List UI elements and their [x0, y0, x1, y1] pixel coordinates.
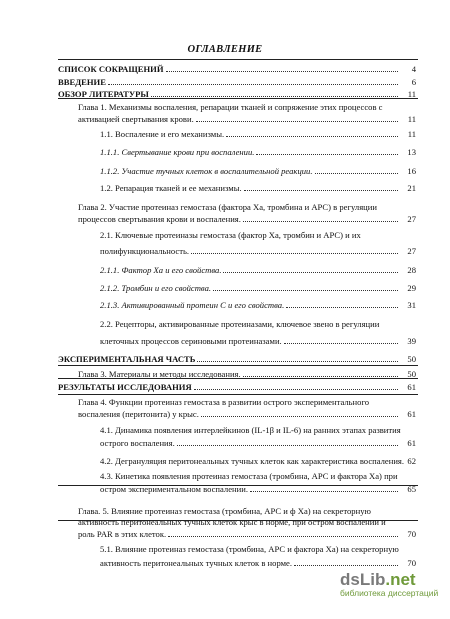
toc-entry-label: Глава 2. Участие протеиназ гемостаза (фактора Ха, тромбина и АРС) в регуляции — [78, 202, 377, 212]
toc-entry-label: СПИСОК СОКРАЩЕНИЙ — [58, 64, 164, 74]
toc-entry-page: 28 — [407, 265, 416, 275]
toc-entry-page: 39 — [407, 336, 416, 346]
toc-entry-label: 1.1. Воспаление и его механизмы. — [100, 129, 225, 139]
toc-entry-label: активацией свертывания крови. — [78, 114, 194, 124]
toc-entry-label: 4.3. Кинетика появления протеиназ гемостаза (тромбина, АРС и фактора Ха) при — [100, 471, 398, 481]
toc-entry-label: полифункциональность. — [100, 246, 190, 256]
leader-dots — [168, 536, 398, 537]
toc-entry-page: 13 — [407, 147, 416, 157]
toc-entry-label: 5.1. Влияние протеиназ гемостаза (тромбина, АРС и фактора Ха) на секреторную — [100, 544, 399, 554]
toc-entry-page: 50 — [407, 354, 416, 364]
rule — [58, 365, 418, 366]
rule — [58, 394, 418, 395]
toc-entry-label: 2.1.1. Фактор Ха и его свойства. — [100, 265, 222, 275]
toc-entry-label: 2.1. Ключевые протеиназы гемостаза (фактор Ха, тромбин и АРС) и их — [100, 230, 361, 240]
leader-dots — [108, 84, 398, 85]
toc-entry-page: 27 — [407, 214, 416, 224]
toc-entry-label: 2.1.3. Активированный протеин С и его свойства. — [100, 300, 285, 310]
toc-entry-label: ВВЕДЕНИЕ — [58, 77, 106, 87]
leader-dots — [315, 173, 399, 174]
toc-entry-page: 31 — [407, 300, 416, 310]
leader-dots — [243, 221, 398, 222]
toc-entry-page: 61 — [407, 382, 416, 392]
leader-dots — [166, 71, 398, 72]
toc-entry-label: 1.1.1. Свертывание крови при воспалении. — [100, 147, 255, 157]
toc-entry-label: клеточных процессов сериновыми протеиназами. — [100, 336, 282, 346]
toc-entry-label: Глава. 5. Влияние протеиназ гемостаза (тромбина, АРС и ф Ха) на секреторную — [78, 506, 371, 516]
toc-entry-page: 70 — [407, 558, 416, 568]
watermark-caption: библиотека диссертаций — [340, 588, 439, 598]
rule — [58, 98, 418, 99]
toc-entry-page: 65 — [407, 484, 416, 494]
toc-entry-label: РЕЗУЛЬТАТЫ ИССЛЕДОВАНИЯ — [58, 382, 192, 392]
toc-entry-label: 1.1.2. Участие тучных клеток в воспалительной реакции. — [100, 166, 313, 176]
rule — [58, 485, 418, 486]
leader-dots — [244, 190, 398, 191]
toc-entry-page: 21 — [407, 183, 416, 193]
toc-entry-page: 62 — [407, 456, 416, 466]
rule — [58, 378, 418, 379]
toc-entry-label: Глава 4. Функции протеиназ гемостаза в развитии острого экспериментального — [78, 397, 370, 407]
toc-entry-page: 61 — [407, 438, 416, 448]
leader-dots — [286, 307, 398, 308]
leader-dots — [256, 154, 398, 155]
toc-entry-label: воспаления (перитонита) у крыс. — [78, 409, 199, 419]
toc-entry-label: активность перитонеальных тучных клеток крыс в норме, при остром воспалении и — [78, 517, 386, 527]
leader-dots — [223, 272, 398, 273]
toc-entry-page: 16 — [407, 166, 416, 176]
toc-entry-label: роль PAR в этих клеток. — [78, 529, 167, 539]
rule — [58, 520, 418, 521]
dslib-logo: dsLib.net — [340, 570, 416, 589]
leader-dots — [294, 565, 398, 566]
toc-entry-label: 1.2. Репарация тканей и ее механизмы. — [100, 183, 242, 193]
leader-dots — [197, 361, 398, 362]
leader-dots — [194, 389, 398, 390]
toc-entry-page: 61 — [407, 409, 416, 419]
rule-top — [58, 59, 418, 60]
toc-entry-label: Глава 1. Механизмы воспаления, репарации тканей и сопряжение этих процессов с — [78, 102, 383, 112]
toc-entry-label: 2.1.2. Тромбин и его свойства. — [100, 283, 212, 293]
leader-dots — [226, 136, 398, 137]
toc-entry-label: ОБЗОР ЛИТЕРАТУРЫ — [58, 89, 149, 99]
toc-entry-label: 4.2. Дегрануляция перитонеальных тучных клеток как характеристика воспаления. — [100, 456, 405, 466]
toc-entry-label: процессов свертывания крови и воспаления. — [78, 214, 241, 224]
leader-dots — [196, 121, 398, 122]
toc-entry-page: 11 — [407, 114, 416, 124]
toc-entry-page: 50 — [407, 369, 416, 379]
toc-entry-page: 6 — [411, 77, 416, 87]
leader-dots — [284, 343, 398, 344]
leader-dots — [177, 445, 398, 446]
toc-entry-label: Глава 3. Материалы и методы исследования. — [78, 369, 241, 379]
toc-entry-page: 11 — [407, 89, 416, 99]
leader-dots — [213, 290, 398, 291]
leader-dots — [250, 491, 398, 492]
toc-entry-page: 11 — [407, 129, 416, 139]
leader-dots — [201, 416, 398, 417]
toc-entry-label: 4.1. Динамика появления интерлейкинов (IL-1β и IL-6) на ранних этапах развития — [100, 425, 401, 435]
toc-entry-page: 70 — [407, 529, 416, 539]
toc-entry-label: острого воспаления. — [100, 438, 175, 448]
toc-entry-page: 27 — [407, 246, 416, 256]
toc-entry-page: 4 — [411, 64, 416, 74]
toc-entry-label: остром экспериментальном воспалении. — [100, 484, 248, 494]
leader-dots — [151, 96, 398, 97]
leader-dots — [243, 376, 398, 377]
toc-entry-label: 2.2. Рецепторы, активированные протеиназами, ключевое звено в регуляции — [100, 319, 380, 329]
toc-entry-label: активность перитонеальных тучных клеток в норме. — [100, 558, 293, 568]
toc-entry-page: 29 — [407, 283, 416, 293]
toc-title: ОГЛАВЛЕНИЕ — [187, 44, 263, 55]
dslib-watermark[interactable] — [340, 570, 445, 598]
leader-dots — [191, 253, 398, 254]
toc-entry-label: ЭКСПЕРИМЕНТАЛЬНАЯ ЧАСТЬ — [58, 354, 196, 364]
